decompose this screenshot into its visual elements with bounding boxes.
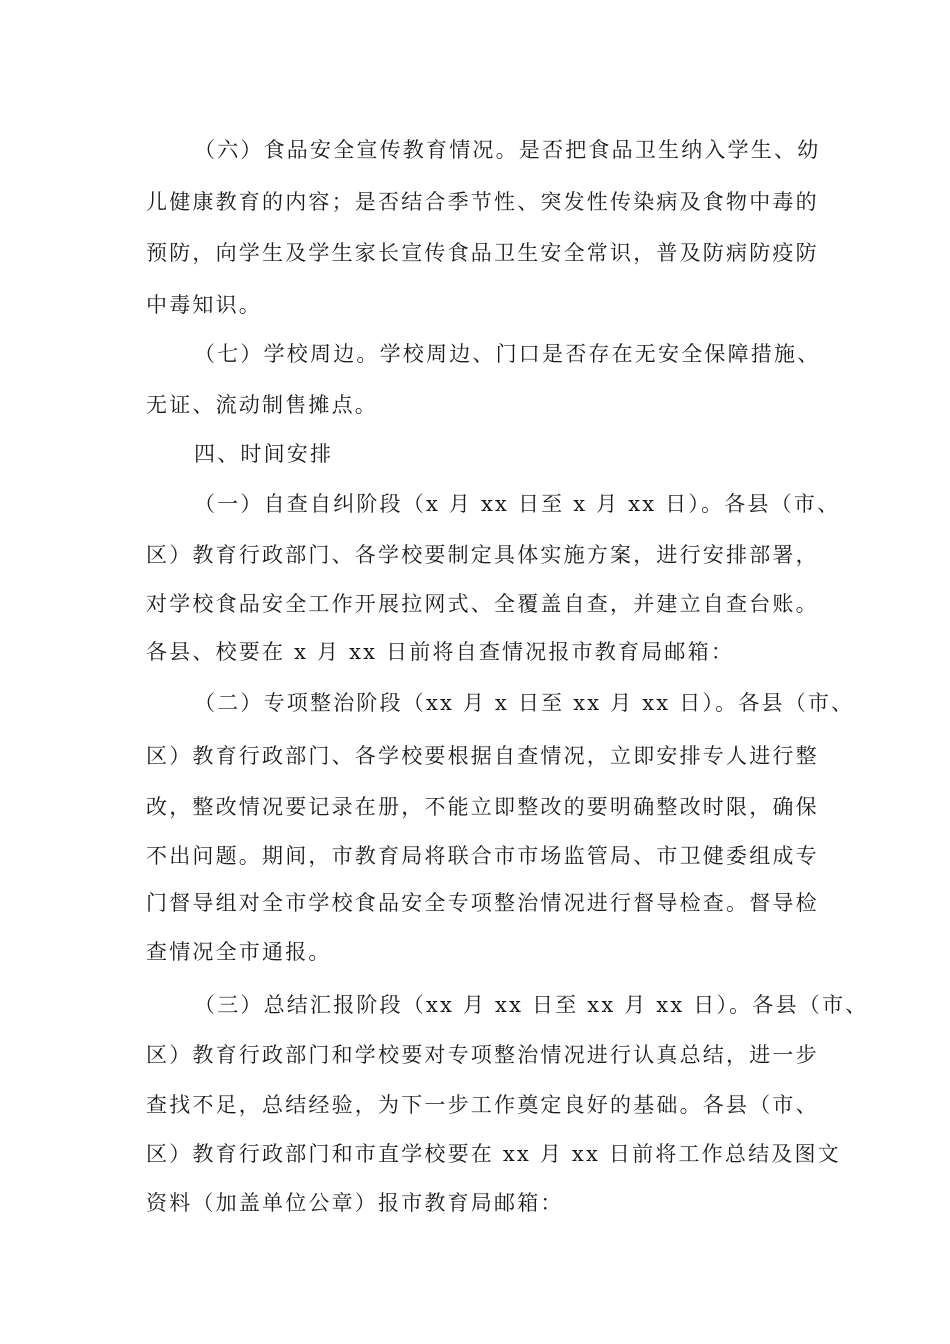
section-heading-schedule: 四、时间安排 [194,442,334,466]
paragraph-two-line-4: 不出问题。期间，市教育局将联合市市场监管局、市卫健委组成专 [146,844,819,868]
paragraph-three-line-1: （三）总结汇报阶段（xx 月 xx 日至 xx 月 xx 日）。各县（市、 [194,993,869,1017]
paragraph-seven-line-1: （七）学校周边。学校周边、门口是否存在无安全保障措施、 [194,342,821,366]
paragraph-two-line-1: （二）专项整治阶段（xx 月 x 日至 xx 月 xx 日）。各县（市、 [194,691,855,715]
paragraph-two-line-3: 改，整改情况要记录在册，不能立即整改的要明确整改时限，确保 [146,795,819,819]
paragraph-six-line-4: 中毒知识。 [146,293,262,317]
paragraph-three-line-3: 查找不足，总结经验，为下一步工作奠定良好的基础。各县（市、 [146,1093,819,1117]
paragraph-two-line-6: 查情况全市通报。 [146,940,332,964]
paragraph-one-line-4: 各县、校要在 x 月 xx 日前将自查情况报市教育局邮箱： [146,640,735,664]
paragraph-one-line-1: （一）自查自纠阶段（x 月 xx 日至 x 月 xx 日）。各县（市、 [194,492,841,516]
paragraph-three-line-4: 区）教育行政部门和市直学校要在 xx 月 xx 日前将工作总结及图文 [146,1142,841,1166]
paragraph-six-line-3: 预防，向学生及学生家长宣传食品卫生安全常识，普及防病防疫防 [146,241,819,265]
paragraph-two-line-5: 门督导组对全市学校食品安全专项整治情况进行督导检查。督导检 [146,891,819,915]
paragraph-six-line-1: （六）食品安全宣传教育情况。是否把食品卫生纳入学生、幼 [194,138,821,162]
paragraph-one-line-2: 区）教育行政部门、各学校要制定具体实施方案，进行安排部署， [146,543,819,567]
paragraph-one-line-3: 对学校食品安全工作开展拉网式、全覆盖自查，并建立自查台账。 [146,592,819,616]
paragraph-three-line-2: 区）教育行政部门和学校要对专项整治情况进行认真总结，进一步 [146,1043,819,1067]
paragraph-three-line-5: 资料（加盖单位公章）报市教育局邮箱： [146,1191,564,1215]
paragraph-seven-line-2: 无证、流动制售摊点。 [146,393,378,417]
paragraph-two-line-2: 区）教育行政部门、各学校要根据自查情况，立即安排专人进行整 [146,744,819,768]
paragraph-six-line-2: 儿健康教育的内容；是否结合季节性、突发性传染病及食物中毒的 [146,190,819,214]
